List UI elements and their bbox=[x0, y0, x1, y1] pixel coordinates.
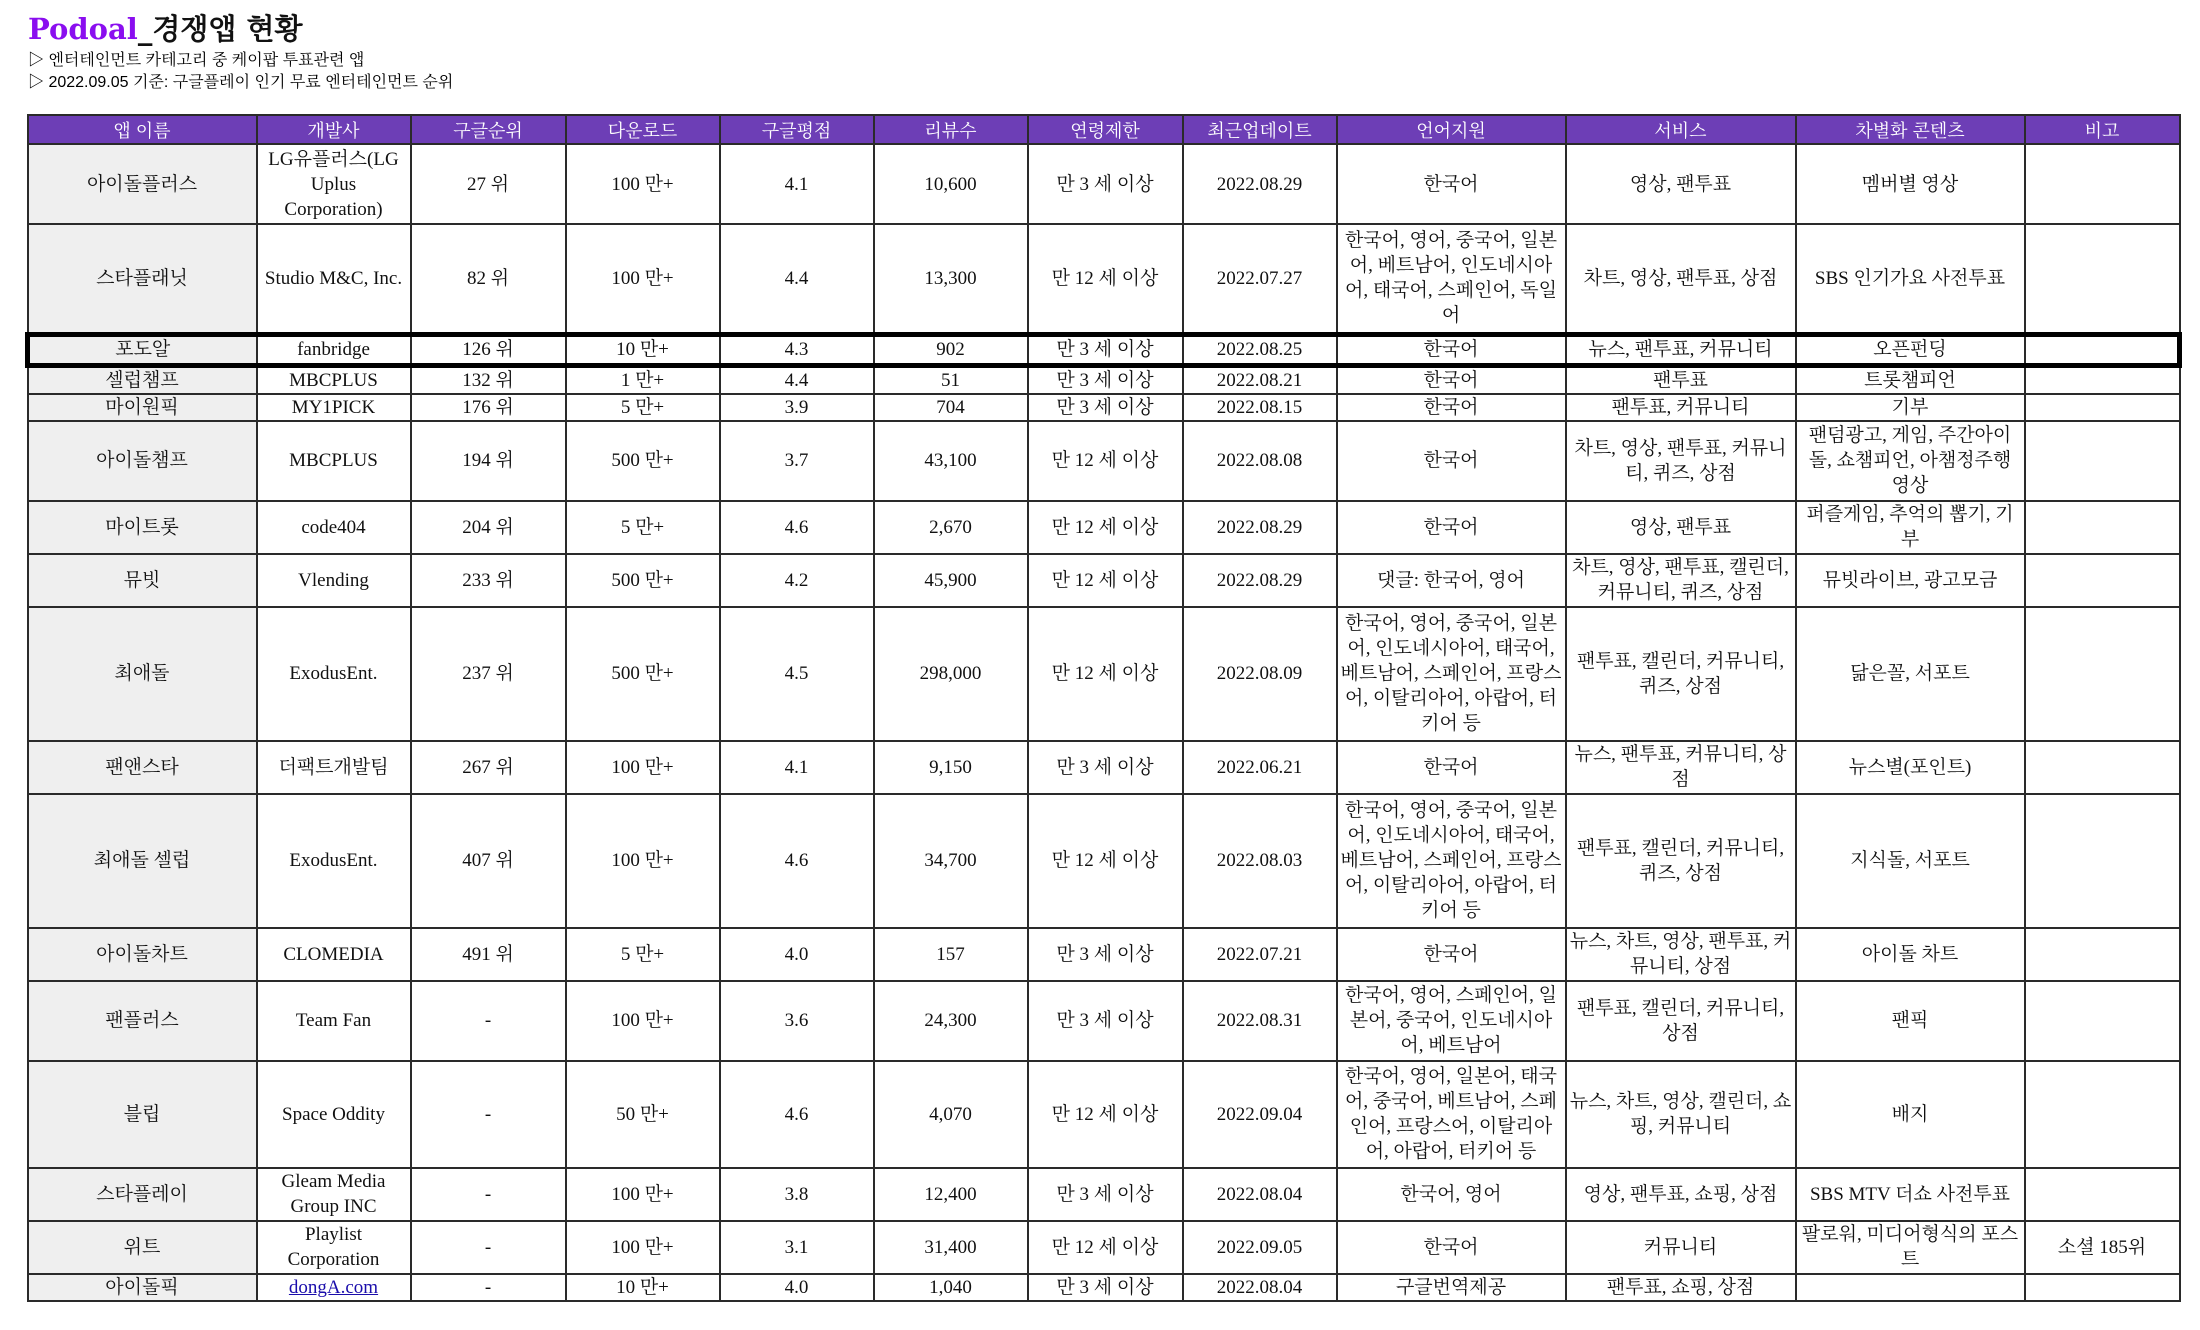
age-rating-cell: 만 12 세 이상 bbox=[1028, 501, 1183, 554]
title-text: _경쟁앱 현황 bbox=[137, 12, 303, 46]
downloads-cell: 5 만+ bbox=[566, 928, 720, 981]
app-name-cell: 팬플러스 bbox=[28, 981, 257, 1061]
reviews-cell: 12,400 bbox=[874, 1168, 1028, 1221]
rating-cell: 4.0 bbox=[720, 928, 874, 981]
age-rating-cell: 만 3 세 이상 bbox=[1028, 144, 1183, 224]
reviews-cell: 157 bbox=[874, 928, 1028, 981]
age-rating-cell: 만 3 세 이상 bbox=[1028, 741, 1183, 794]
table-row bbox=[28, 394, 2180, 421]
age-rating-cell: 만 12 세 이상 bbox=[1028, 794, 1183, 928]
competitor-table bbox=[25, 114, 2182, 1302]
developer-cell: Team Fan bbox=[257, 981, 411, 1061]
unique-content-cell: 지식돌, 서포트 bbox=[1796, 794, 2025, 928]
unique-content-cell: 뮤빗라이브, 광고모금 bbox=[1796, 554, 2025, 607]
note-cell bbox=[2025, 224, 2180, 334]
app-name-cell: 스타플레이 bbox=[28, 1168, 257, 1221]
note-cell bbox=[2025, 1168, 2180, 1221]
rank-cell: 491 위 bbox=[411, 928, 566, 981]
developer-cell: code404 bbox=[257, 501, 411, 554]
reviews-cell: 43,100 bbox=[874, 421, 1028, 501]
updated-cell: 2022.08.21 bbox=[1183, 365, 1337, 394]
unique-content-cell: 멤버별 영상 bbox=[1796, 144, 2025, 224]
service-cell: 뉴스, 차트, 영상, 팬투표, 커뮤니티, 상점 bbox=[1566, 928, 1796, 981]
service-cell: 팬투표, 캘린더, 커뮤니티, 상점 bbox=[1566, 981, 1796, 1061]
service-cell: 뉴스, 차트, 영상, 캘린더, 쇼핑, 커뮤니티 bbox=[1566, 1061, 1796, 1168]
updated-cell: 2022.06.21 bbox=[1183, 741, 1337, 794]
col-header: 비고 bbox=[2025, 115, 2180, 144]
developer-cell bbox=[257, 1274, 411, 1301]
developer-cell: Space Oddity bbox=[257, 1061, 411, 1168]
reviews-cell: 902 bbox=[874, 334, 1028, 365]
rating-cell: 4.6 bbox=[720, 501, 874, 554]
language-cell: 한국어 bbox=[1337, 394, 1566, 421]
app-name-cell: 마이원픽 bbox=[28, 394, 257, 421]
col-header: 개발사 bbox=[257, 115, 411, 144]
service-cell: 뉴스, 팬투표, 커뮤니티 bbox=[1566, 334, 1796, 365]
table-row bbox=[28, 144, 2180, 224]
reviews-cell: 45,900 bbox=[874, 554, 1028, 607]
age-rating-cell: 만 12 세 이상 bbox=[1028, 1221, 1183, 1274]
unique-content-cell: 아이돌 차트 bbox=[1796, 928, 2025, 981]
rank-cell: - bbox=[411, 1274, 566, 1301]
language-cell: 한국어 bbox=[1337, 421, 1566, 501]
service-cell: 영상, 팬투표 bbox=[1566, 144, 1796, 224]
note-cell bbox=[2025, 607, 2180, 741]
language-cell: 한국어, 영어, 스페인어, 일본어, 중국어, 인도네시아어, 베트남어 bbox=[1337, 981, 1566, 1061]
language-cell: 한국어 bbox=[1337, 334, 1566, 365]
table-row bbox=[28, 421, 2180, 501]
developer-cell: MY1PICK bbox=[257, 394, 411, 421]
app-name-cell: 포도알 bbox=[28, 334, 257, 365]
table-row bbox=[28, 1168, 2180, 1221]
rating-cell: 4.4 bbox=[720, 365, 874, 394]
reviews-cell: 31,400 bbox=[874, 1221, 1028, 1274]
table-row bbox=[28, 1221, 2180, 1274]
language-cell: 한국어 bbox=[1337, 365, 1566, 394]
col-header: 앱 이름 bbox=[28, 115, 257, 144]
downloads-cell: 5 만+ bbox=[566, 394, 720, 421]
age-rating-cell: 만 3 세 이상 bbox=[1028, 365, 1183, 394]
rank-cell: 237 위 bbox=[411, 607, 566, 741]
app-name-cell: 스타플래닛 bbox=[28, 224, 257, 334]
language-cell: 구글번역제공 bbox=[1337, 1274, 1566, 1301]
reviews-cell: 2,670 bbox=[874, 501, 1028, 554]
service-cell: 커뮤니티 bbox=[1566, 1221, 1796, 1274]
age-rating-cell: 만 3 세 이상 bbox=[1028, 1168, 1183, 1221]
rating-cell: 3.1 bbox=[720, 1221, 874, 1274]
note-cell bbox=[2025, 394, 2180, 421]
rank-cell: - bbox=[411, 1221, 566, 1274]
developer-cell: ExodusEnt. bbox=[257, 794, 411, 928]
age-rating-cell: 만 3 세 이상 bbox=[1028, 334, 1183, 365]
age-rating-cell: 만 12 세 이상 bbox=[1028, 1061, 1183, 1168]
downloads-cell: 1 만+ bbox=[566, 365, 720, 394]
updated-cell: 2022.08.03 bbox=[1183, 794, 1337, 928]
col-header: 최근업데이트 bbox=[1183, 115, 1337, 144]
age-rating-cell: 만 3 세 이상 bbox=[1028, 394, 1183, 421]
rating-cell: 3.8 bbox=[720, 1168, 874, 1221]
updated-cell: 2022.08.09 bbox=[1183, 607, 1337, 741]
rank-cell: 176 위 bbox=[411, 394, 566, 421]
reviews-cell: 9,150 bbox=[874, 741, 1028, 794]
rating-cell: 4.3 bbox=[720, 334, 874, 365]
app-name-cell: 위트 bbox=[28, 1221, 257, 1274]
note-cell bbox=[2025, 981, 2180, 1061]
reviews-cell: 51 bbox=[874, 365, 1028, 394]
service-cell: 팬투표, 쇼핑, 상점 bbox=[1566, 1274, 1796, 1301]
rating-cell: 3.7 bbox=[720, 421, 874, 501]
updated-cell: 2022.07.21 bbox=[1183, 928, 1337, 981]
reviews-cell: 704 bbox=[874, 394, 1028, 421]
brand-name: Podoal bbox=[28, 12, 138, 46]
header-row bbox=[28, 115, 2180, 144]
service-cell: 팬투표, 커뮤니티 bbox=[1566, 394, 1796, 421]
service-cell: 차트, 영상, 팬투표, 커뮤니티, 퀴즈, 상점 bbox=[1566, 421, 1796, 501]
unique-content-cell bbox=[1796, 1274, 2025, 1301]
app-name-cell: 팬앤스타 bbox=[28, 741, 257, 794]
developer-cell: LG유플러스(LG Uplus Corporation) bbox=[257, 144, 411, 224]
service-cell: 팬투표 bbox=[1566, 365, 1796, 394]
page-title bbox=[28, 8, 453, 50]
app-name-cell: 마이트롯 bbox=[28, 501, 257, 554]
table-row bbox=[28, 501, 2180, 554]
col-header: 서비스 bbox=[1566, 115, 1796, 144]
unique-content-cell: 기부 bbox=[1796, 394, 2025, 421]
developer-link[interactable]: dongA.com bbox=[288, 1276, 379, 1298]
table-row bbox=[28, 334, 2180, 365]
language-cell: 한국어 bbox=[1337, 1221, 1566, 1274]
language-cell: 한국어, 영어, 중국어, 일본어, 인도네시아어, 태국어, 베트남어, 스페인어, 프랑스어, 이탈리아어, 아랍어, 터키어 등 bbox=[1337, 607, 1566, 741]
downloads-cell: 100 만+ bbox=[566, 1168, 720, 1221]
developer-cell: Studio M&C, Inc. bbox=[257, 224, 411, 334]
developer-cell: MBCPLUS bbox=[257, 365, 411, 394]
downloads-cell: 100 만+ bbox=[566, 741, 720, 794]
subtitle-category: ▷ 엔터테인먼트 카테고리 중 케이팝 투표관련 앱 bbox=[28, 52, 365, 69]
rank-cell: - bbox=[411, 981, 566, 1061]
table-row bbox=[28, 365, 2180, 394]
col-header: 구글평점 bbox=[720, 115, 874, 144]
rank-cell: 27 위 bbox=[411, 144, 566, 224]
col-header: 다운로드 bbox=[566, 115, 720, 144]
developer-cell: Playlist Corporation bbox=[257, 1221, 411, 1274]
service-cell: 차트, 영상, 팬투표, 상점 bbox=[1566, 224, 1796, 334]
age-rating-cell: 만 3 세 이상 bbox=[1028, 981, 1183, 1061]
downloads-cell: 100 만+ bbox=[566, 224, 720, 334]
table-row bbox=[28, 607, 2180, 741]
updated-cell: 2022.08.15 bbox=[1183, 394, 1337, 421]
note-cell bbox=[2025, 334, 2180, 365]
col-header: 구글순위 bbox=[411, 115, 566, 144]
service-cell: 팬투표, 캘린더, 커뮤니티, 퀴즈, 상점 bbox=[1566, 607, 1796, 741]
note-cell bbox=[2025, 554, 2180, 607]
updated-cell: 2022.08.08 bbox=[1183, 421, 1337, 501]
rating-cell: 4.6 bbox=[720, 1061, 874, 1168]
developer-cell: MBCPLUS bbox=[257, 421, 411, 501]
downloads-cell: 100 만+ bbox=[566, 981, 720, 1061]
app-name-cell: 블립 bbox=[28, 1061, 257, 1168]
rating-cell: 4.4 bbox=[720, 224, 874, 334]
downloads-cell: 100 만+ bbox=[566, 794, 720, 928]
subtitle-basis: ▷ 2022.09.05 기준: 구글플레이 인기 무료 엔터테인먼트 순위 bbox=[28, 74, 454, 91]
developer-cell: Gleam Media Group INC bbox=[257, 1168, 411, 1221]
rank-cell: 132 위 bbox=[411, 365, 566, 394]
col-header: 차별화 콘텐츠 bbox=[1796, 115, 2025, 144]
language-cell: 댓글: 한국어, 영어 bbox=[1337, 554, 1566, 607]
unique-content-cell: 팬픽 bbox=[1796, 981, 2025, 1061]
language-cell: 한국어, 영어, 일본어, 태국어, 중국어, 베트남어, 스페인어, 프랑스어, 이탈리아어, 아랍어, 터키어 등 bbox=[1337, 1061, 1566, 1168]
rank-cell: - bbox=[411, 1061, 566, 1168]
language-cell: 한국어 bbox=[1337, 741, 1566, 794]
downloads-cell: 500 만+ bbox=[566, 554, 720, 607]
downloads-cell: 10 만+ bbox=[566, 1274, 720, 1301]
col-header: 언어지원 bbox=[1337, 115, 1566, 144]
table-row bbox=[28, 928, 2180, 981]
rating-cell: 4.5 bbox=[720, 607, 874, 741]
downloads-cell: 100 만+ bbox=[566, 144, 720, 224]
downloads-cell: 100 만+ bbox=[566, 1221, 720, 1274]
unique-content-cell: 배지 bbox=[1796, 1061, 2025, 1168]
table-row bbox=[28, 794, 2180, 928]
downloads-cell: 10 만+ bbox=[566, 334, 720, 365]
rank-cell: 267 위 bbox=[411, 741, 566, 794]
developer-cell: CLOMEDIA bbox=[257, 928, 411, 981]
age-rating-cell: 만 3 세 이상 bbox=[1028, 928, 1183, 981]
downloads-cell: 500 만+ bbox=[566, 421, 720, 501]
unique-content-cell: 오픈펀딩 bbox=[1796, 334, 2025, 365]
table-row bbox=[28, 741, 2180, 794]
rating-cell: 3.6 bbox=[720, 981, 874, 1061]
developer-cell: fanbridge bbox=[257, 334, 411, 365]
table-row bbox=[28, 554, 2180, 607]
rank-cell: 204 위 bbox=[411, 501, 566, 554]
language-cell: 한국어, 영어, 중국어, 일본어, 인도네시아어, 태국어, 베트남어, 스페인어, 프랑스어, 이탈리아어, 아랍어, 터키어 등 bbox=[1337, 794, 1566, 928]
unique-content-cell: 팬덤광고, 게임, 주간아이돌, 쇼챔피언, 아챔정주행 영상 bbox=[1796, 421, 2025, 501]
reviews-cell: 10,600 bbox=[874, 144, 1028, 224]
note-cell bbox=[2025, 501, 2180, 554]
table-row bbox=[28, 1061, 2180, 1168]
app-name-cell: 최애돌 bbox=[28, 607, 257, 741]
rating-cell: 4.6 bbox=[720, 794, 874, 928]
language-cell: 한국어, 영어 bbox=[1337, 1168, 1566, 1221]
developer-cell: ExodusEnt. bbox=[257, 607, 411, 741]
unique-content-cell: 트롯챔피언 bbox=[1796, 365, 2025, 394]
rating-cell: 4.2 bbox=[720, 554, 874, 607]
note-cell bbox=[2025, 794, 2180, 928]
rank-cell: 407 위 bbox=[411, 794, 566, 928]
app-name-cell: 셀럽챔프 bbox=[28, 365, 257, 394]
note-cell bbox=[2025, 1274, 2180, 1301]
service-cell: 팬투표, 캘린더, 커뮤니티, 퀴즈, 상점 bbox=[1566, 794, 1796, 928]
reviews-cell: 34,700 bbox=[874, 794, 1028, 928]
unique-content-cell: 닮은꼴, 서포트 bbox=[1796, 607, 2025, 741]
unique-content-cell: 팔로워, 미디어형식의 포스트 bbox=[1796, 1221, 2025, 1274]
unique-content-cell: SBS MTV 더쇼 사전투표 bbox=[1796, 1168, 2025, 1221]
app-name-cell: 뮤빗 bbox=[28, 554, 257, 607]
note-cell bbox=[2025, 741, 2180, 794]
age-rating-cell: 만 12 세 이상 bbox=[1028, 607, 1183, 741]
app-name-cell: 최애돌 셀럽 bbox=[28, 794, 257, 928]
note-cell bbox=[2025, 365, 2180, 394]
developer-cell: 더팩트개발팀 bbox=[257, 741, 411, 794]
reviews-cell: 13,300 bbox=[874, 224, 1028, 334]
table-row bbox=[28, 1274, 2180, 1301]
rank-cell: 82 위 bbox=[411, 224, 566, 334]
rating-cell: 4.0 bbox=[720, 1274, 874, 1301]
downloads-cell: 50 만+ bbox=[566, 1061, 720, 1168]
updated-cell: 2022.07.27 bbox=[1183, 224, 1337, 334]
updated-cell: 2022.08.29 bbox=[1183, 144, 1337, 224]
rank-cell: - bbox=[411, 1168, 566, 1221]
rank-cell: 194 위 bbox=[411, 421, 566, 501]
updated-cell: 2022.08.29 bbox=[1183, 501, 1337, 554]
col-header: 리뷰수 bbox=[874, 115, 1028, 144]
rank-cell: 233 위 bbox=[411, 554, 566, 607]
service-cell: 영상, 팬투표, 쇼핑, 상점 bbox=[1566, 1168, 1796, 1221]
note-cell bbox=[2025, 928, 2180, 981]
unique-content-cell: SBS 인기가요 사전투표 bbox=[1796, 224, 2025, 334]
service-cell: 차트, 영상, 팬투표, 캘린더, 커뮤니티, 퀴즈, 상점 bbox=[1566, 554, 1796, 607]
developer-cell: Vlending bbox=[257, 554, 411, 607]
age-rating-cell: 만 12 세 이상 bbox=[1028, 421, 1183, 501]
app-name-cell: 아이돌차트 bbox=[28, 928, 257, 981]
note-cell bbox=[2025, 144, 2180, 224]
language-cell: 한국어 bbox=[1337, 928, 1566, 981]
note-cell bbox=[2025, 421, 2180, 501]
page-header bbox=[28, 8, 453, 94]
language-cell: 한국어 bbox=[1337, 501, 1566, 554]
rating-cell: 4.1 bbox=[720, 741, 874, 794]
rank-cell: 126 위 bbox=[411, 334, 566, 365]
app-name-cell: 아이돌픽 bbox=[28, 1274, 257, 1301]
note-cell bbox=[2025, 1061, 2180, 1168]
col-header: 연령제한 bbox=[1028, 115, 1183, 144]
rating-cell: 3.9 bbox=[720, 394, 874, 421]
service-cell: 영상, 팬투표 bbox=[1566, 501, 1796, 554]
unique-content-cell: 퍼즐게임, 추억의 뽑기, 기부 bbox=[1796, 501, 2025, 554]
age-rating-cell: 만 12 세 이상 bbox=[1028, 224, 1183, 334]
age-rating-cell: 만 3 세 이상 bbox=[1028, 1274, 1183, 1301]
reviews-cell: 298,000 bbox=[874, 607, 1028, 741]
updated-cell: 2022.08.29 bbox=[1183, 554, 1337, 607]
table-row bbox=[28, 224, 2180, 334]
updated-cell: 2022.09.05 bbox=[1183, 1221, 1337, 1274]
app-name-cell: 아이돌플러스 bbox=[28, 144, 257, 224]
reviews-cell: 1,040 bbox=[874, 1274, 1028, 1301]
updated-cell: 2022.08.04 bbox=[1183, 1168, 1337, 1221]
unique-content-cell: 뉴스별(포인트) bbox=[1796, 741, 2025, 794]
age-rating-cell: 만 12 세 이상 bbox=[1028, 554, 1183, 607]
updated-cell: 2022.09.04 bbox=[1183, 1061, 1337, 1168]
rating-cell: 4.1 bbox=[720, 144, 874, 224]
updated-cell: 2022.08.31 bbox=[1183, 981, 1337, 1061]
downloads-cell: 5 만+ bbox=[566, 501, 720, 554]
updated-cell: 2022.08.04 bbox=[1183, 1274, 1337, 1301]
downloads-cell: 500 만+ bbox=[566, 607, 720, 741]
updated-cell: 2022.08.25 bbox=[1183, 334, 1337, 365]
note-cell: 소셜 185위 bbox=[2025, 1221, 2180, 1274]
language-cell: 한국어, 영어, 중국어, 일본어, 베트남어, 인도네시아어, 태국어, 스페인어, 독일어 bbox=[1337, 224, 1566, 334]
app-name-cell: 아이돌챔프 bbox=[28, 421, 257, 501]
language-cell: 한국어 bbox=[1337, 144, 1566, 224]
reviews-cell: 24,300 bbox=[874, 981, 1028, 1061]
service-cell: 뉴스, 팬투표, 커뮤니티, 상점 bbox=[1566, 741, 1796, 794]
table-row bbox=[28, 981, 2180, 1061]
reviews-cell: 4,070 bbox=[874, 1061, 1028, 1168]
